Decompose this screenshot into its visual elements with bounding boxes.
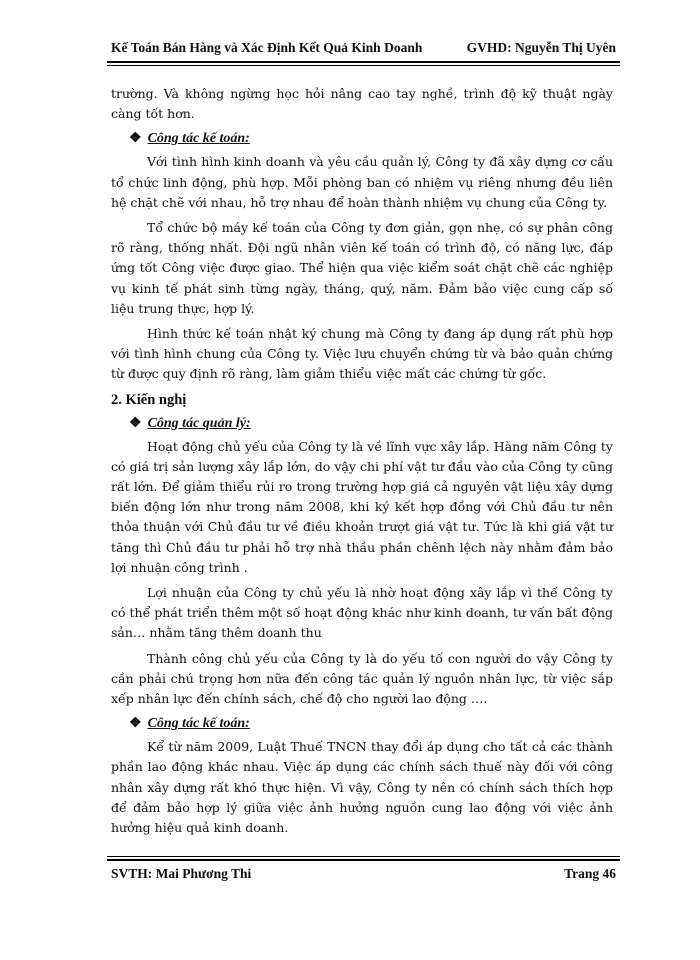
subheading-management-work xyxy=(129,414,613,434)
paragraph: Thành công chủ yếu của Công ty là do yếu tố con người do vậy Công ty cần phải chú trọng hơn nữa đến công tác quản lý nguồn nhân lực, từ việc sắp xếp nhân lực đến chính sách, chế độ cho người lao động …. xyxy=(111,650,613,707)
footer-rule xyxy=(107,859,620,861)
header-rule xyxy=(107,61,620,63)
subheading-text: Công tác kế toán: xyxy=(147,131,250,147)
page-body xyxy=(111,84,613,843)
diamond-bullet-icon: ❖ xyxy=(129,415,142,431)
page-number: Trang 46 xyxy=(564,866,616,881)
diamond-bullet-icon: ❖ xyxy=(129,131,142,147)
header-rule-thin xyxy=(107,65,620,66)
subheading-accounting-work-1 xyxy=(129,129,613,149)
paragraph: Với tình hình kinh doanh và yêu cầu quản lý, Công ty đã xây dựng cơ cấu tổ chức linh động, phù hợp. Mỗi phòng ban có nhiệm vụ riêng nhưng đều liên hệ chặt chẽ với nhau, hỗ trợ nhau để hoàn thành nhiệm vụ chung của Công ty. xyxy=(111,154,613,210)
header-supervisor: GVHD: Nguyễn Thị Uyên xyxy=(466,40,616,55)
paragraph: Hoạt động chủ yếu của Công ty là về lĩnh vực xây lắp. Hàng năm Công ty có giá trị sản lượng xây lắp lớn, do vậy chi phí vật tư đầu vào của Công ty cũng rất lớn. Để giảm thiểu rủi ro trong trường hợp giá cả nguyên vật liệu xây dựng biến động lớn như trong năm 2008, khi ký kết hợp đồng với Chủ đầu tư nên thỏa thuận với Chủ đầu tư về điều khoản trượt giá vật tư. Tức là khi giá vật tư tăng thì Chủ đầu tư phải hỗ trợ nhà thầu phần chênh lệch này nhằm đảm bảo lợi nhuận công trình . xyxy=(111,438,613,575)
paragraph: Tổ chức bộ máy kế toán của Công ty đơn giản, gọn nhẹ, có sự phân công rõ ràng, thống nhất. Đội ngũ nhân viên kế toán có trình độ, có năng lực, đáp ứng tốt Công việc được giao. Thể hiện qua việc kiểm soát chặt chẽ các nghiệp vụ kinh tế phát sinh từng ngày, tháng, quý, năm. Đảm bảo việc cung cấp số liệu trung thực, hợp lý. xyxy=(111,220,613,316)
paragraph: Hình thức kế toán nhật ký chung mà Công ty đang áp dụng rất phù hợp với tình hình chung của Công ty. Việc lưu chuyển chứng từ và bảo quản chứng từ được quy định rõ ràng, làm giảm thiểu việc mất các chứng từ gốc. xyxy=(111,326,613,382)
paragraph: Kể từ năm 2009, Luật Thuế TNCN thay đổi áp dụng cho tất cả các thành phần lao động khác nhau. Việc áp dụng các chính sách thuế này đối với công nhân xây dựng rất khó thực hiện. Vì vậy, Công ty nên có chính sách thích hợp để đảm bảo hợp lý giữa việc ảnh hưởng nguồn cung lao động với việc ảnh hưởng hiệu quả kinh doanh. xyxy=(111,739,613,836)
footer-rule-thin xyxy=(107,856,620,857)
intro-continuation: trường. Và không ngừng học hỏi nâng cao tay nghề, trình độ kỹ thuật ngày càng tốt hơn. xyxy=(111,86,613,122)
subheading-accounting-work-2 xyxy=(129,714,613,734)
subheading-text: Công tác quản lý: xyxy=(147,415,251,431)
paragraph: Lợi nhuận của Công ty chủ yếu là nhờ hoạt động xây lắp vì thế Công ty có thể phát triển thêm một số hoạt động khác như kinh doanh, tư vấn bất động sản… nhằm tăng thêm doanh thu xyxy=(111,585,613,641)
diamond-bullet-icon: ❖ xyxy=(129,716,142,732)
footer-student: SVTH: Mai Phương Thi xyxy=(111,866,252,881)
header-title: Kế Toán Bán Hàng và Xác Định Kết Quả Kinh Doanh xyxy=(111,40,423,55)
section-heading-recommendations: 2. Kiến nghị xyxy=(111,391,187,408)
subheading-text: Công tác kế toán: xyxy=(147,716,250,732)
